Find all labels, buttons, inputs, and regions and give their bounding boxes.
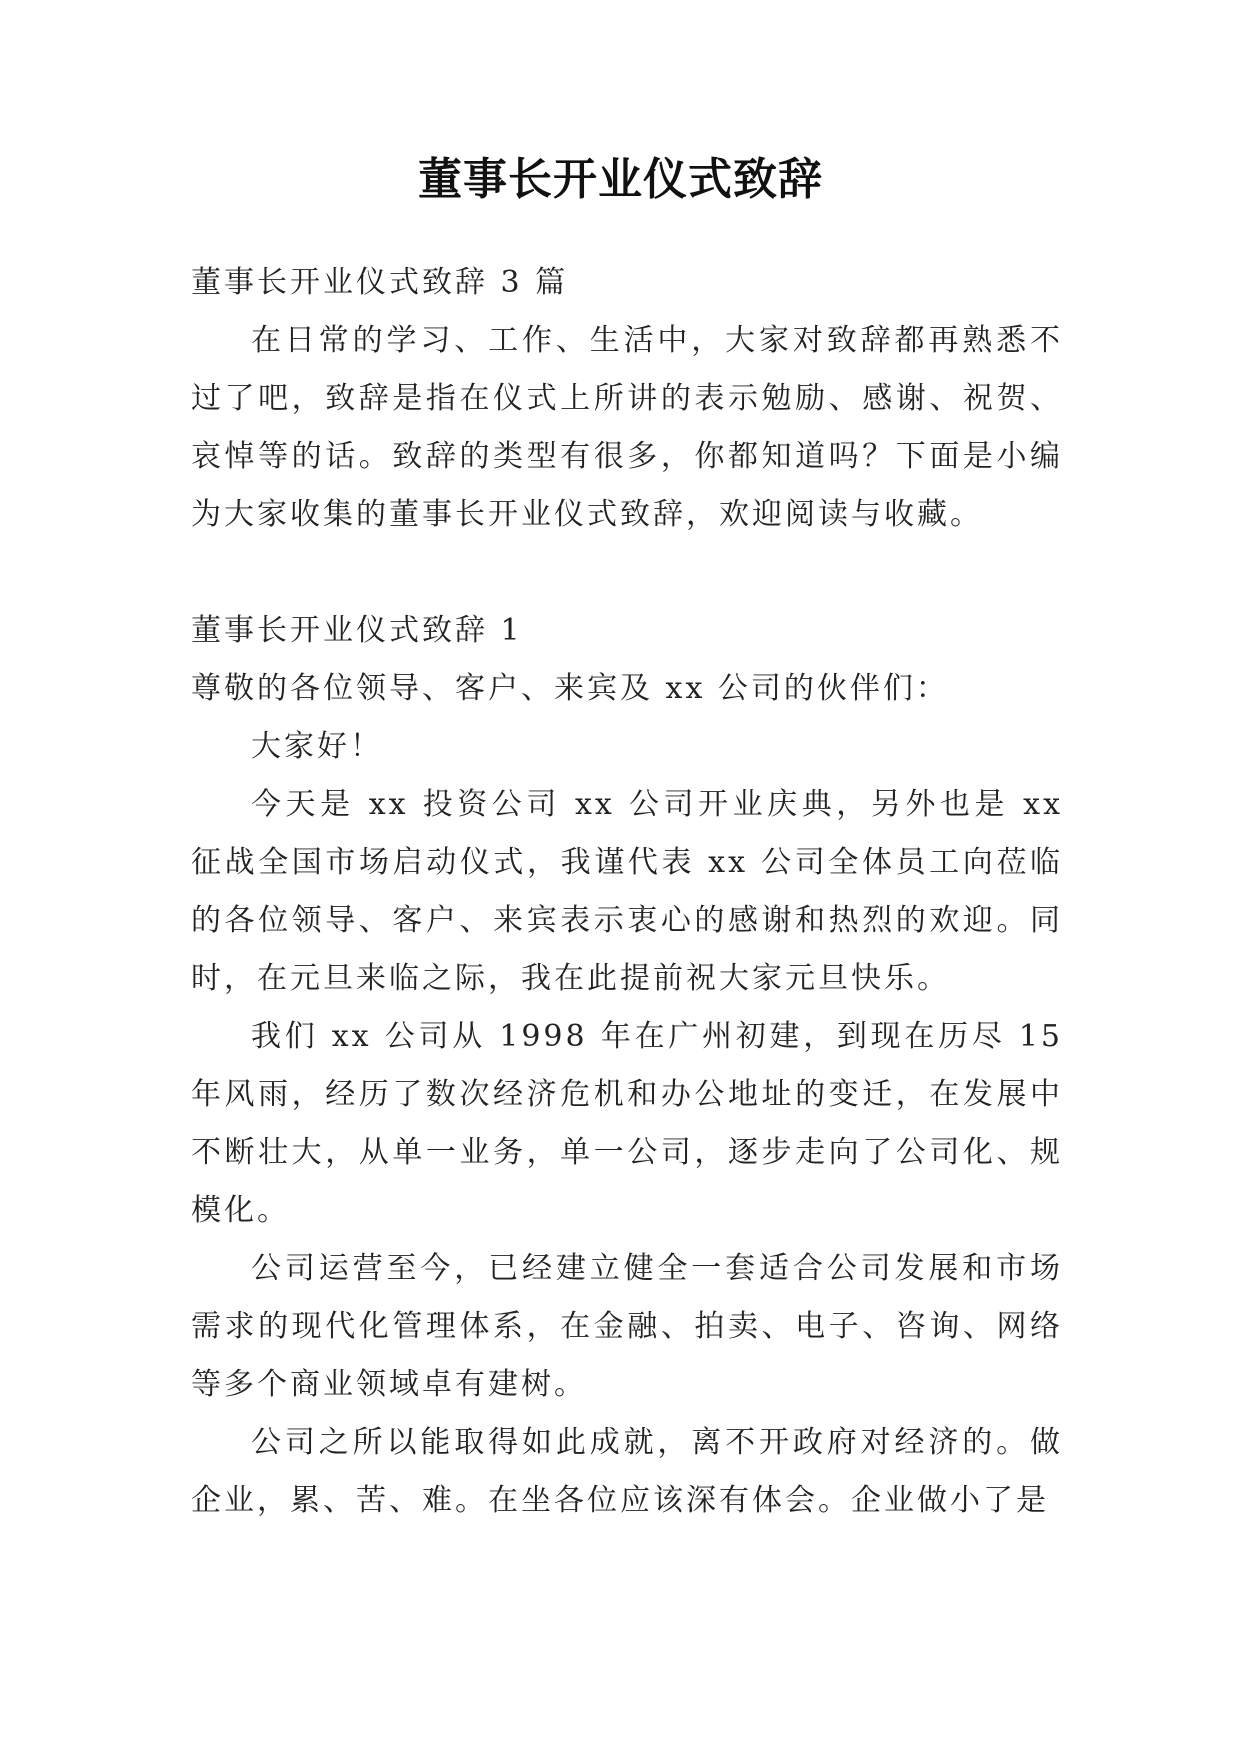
body-paragraph: 公司运营至今，已经建立健全一套适合公司发展和市场需求的现代化管理体系，在金融、拍卖、电子、咨询、网络等多个商业领域卓有建树。 — [191, 1251, 1063, 1402]
body-paragraph: 我们 xx 公司从 1998 年在广州初建，到现在历尽 15 年风雨，经历了数次经济危机和办公地址的变迁，在发展中不断壮大，从单一业务，单一公司，逐步走向了公司化、规模化。 — [191, 1019, 1063, 1228]
intro-heading: 董事长开业仪式致辞 3 篇 — [191, 265, 569, 300]
body-paragraph: 公司之所以能取得如此成就，离不开政府对经济的。做企业，累、苦、难。在坐各位应该深有体会。企业做小了是 — [191, 1425, 1063, 1518]
document-body — [191, 254, 1063, 1530]
section-spacer — [191, 544, 1063, 602]
document-title: 董事长开业仪式致辞 — [418, 154, 823, 205]
intro-paragraph: 在日常的学习、工作、生活中，大家对致辞都再熟悉不过了吧，致辞是指在仪式上所讲的表示勉励、感谢、祝贺、哀悼等的话。致辞的类型有很多，你都知道吗？下面是小编为大家收集的董事长开业仪式致辞，欢迎阅读与收藏。 — [191, 323, 1063, 532]
section-1-heading: 董事长开业仪式致辞 1 — [191, 613, 523, 648]
greeting: 大家好！ — [251, 729, 383, 764]
body-paragraph: 今天是 xx 投资公司 xx 公司开业庆典，另外也是 xx 征战全国市场启动仪式，我谨代表 xx 公司全体员工向莅临的各位领导、客户、来宾表示衷心的感谢和热烈的欢迎。同时，在元旦来临之际，我在此提前祝大家元旦快乐。 — [191, 787, 1063, 996]
salutation: 尊敬的各位领导、客户、来宾及 xx 公司的伙伴们： — [191, 671, 949, 706]
